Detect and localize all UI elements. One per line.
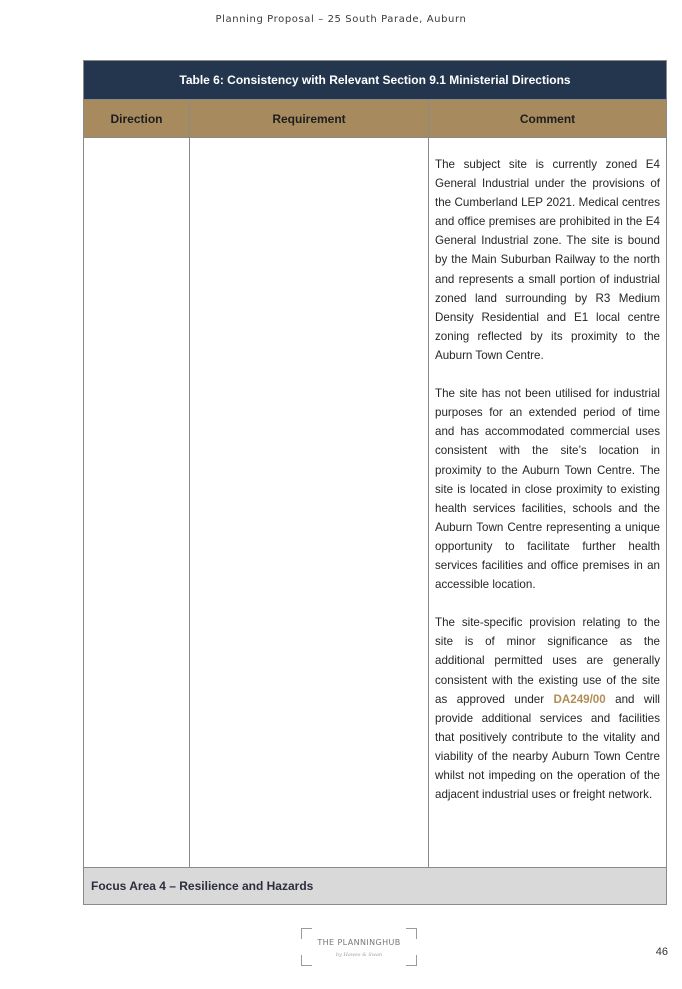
table-title: Table 6: Consistency with Relevant Section 9.1 Ministerial Directions	[84, 61, 666, 100]
focus-area-row: Focus Area 4 – Resilience and Hazards	[84, 868, 666, 904]
comment-text-after-ref: and will provide additional services and facilities that positively contribute to the vitality and viability of the nearby Auburn Town Centre whilst not impeding on the operation of the adjacent industrial uses or freight network.	[435, 692, 660, 802]
column-header-direction: Direction	[84, 100, 190, 137]
planning-hub-logo	[301, 928, 417, 966]
comment-paragraph-2: The site has not been utilised for industrial purposes for an extended period of time and has accommodated commercial uses consistent with the site’s location in proximity to the Auburn Town Centre. The site is located in close proximity to existing health services facilities, schools and the Auburn Town Centre representing a unique opportunity to facilitate further health services facilities and office premises in an accessible location.	[435, 387, 660, 592]
column-header-requirement: Requirement	[190, 100, 429, 137]
consistency-table	[83, 60, 667, 905]
table-row	[84, 138, 666, 868]
da-reference-link[interactable]: DA249/00	[553, 692, 606, 706]
column-header-comment: Comment	[519, 111, 576, 126]
table-header-row	[84, 100, 666, 138]
comment-text-before-ref: The site-specific provision relating to the site is of minor significance as the additional permitted uses are generally consistent with the existing use of the site as approved under	[435, 616, 660, 706]
logo-tagline: by Hawes & Swan	[335, 952, 383, 958]
cell-requirement	[190, 138, 429, 867]
cell-comment	[429, 138, 666, 867]
page-number: 46	[655, 946, 668, 958]
logo-wordmark: THE PLANNINGHUB	[317, 938, 401, 947]
comment-paragraph-1: The subject site is currently zoned E4 General Industrial under the provisions of the Cumberland LEP 2021. Medical centres and office premises are prohibited in the E4 General Industrial zone. The site is bound by the Main Suburban Railway to the north and represents a small portion of industrial zoned land surrounding by R3 Medium Density Residential and E1 local centre zoning reflected by its proximity to the Auburn Town Centre.	[435, 158, 660, 362]
comment-paragraph-3	[435, 613, 660, 804]
running-header: Planning Proposal – 25 South Parade, Auburn	[215, 14, 467, 25]
cell-direction	[84, 138, 190, 867]
